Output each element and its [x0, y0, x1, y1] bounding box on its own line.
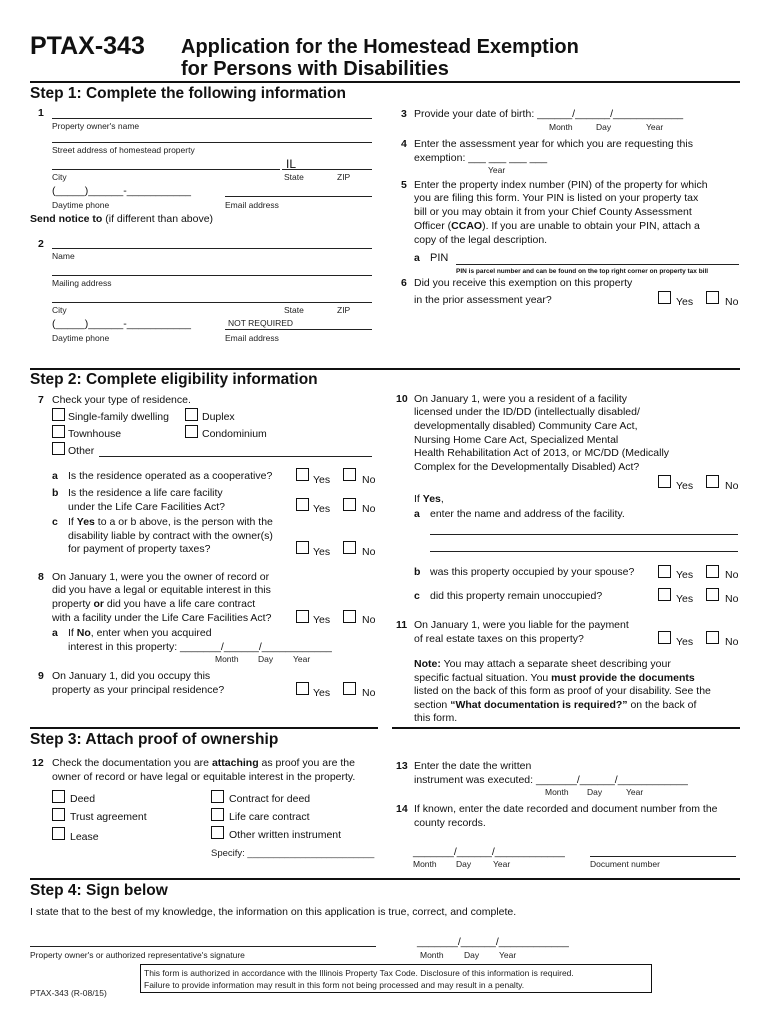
section1-number: 1	[38, 107, 44, 119]
q10-text-line5: Health Rehabilitation Act of 2013, or MC/DD (Medically	[414, 447, 670, 459]
step4-rule	[30, 878, 740, 880]
q10-if-yes-a: If	[414, 493, 423, 505]
q5-text-line1: Enter the property index number (PIN) of the property for which	[414, 179, 708, 191]
q10b-no-label: No	[725, 569, 739, 581]
q5-text-line4a: Officer (	[414, 220, 452, 232]
state-value: IL	[286, 157, 297, 171]
q9-yes-label: Yes	[313, 687, 331, 699]
q8a-text-line1c: , enter when you acquired	[90, 627, 212, 639]
townhouse-checkbox[interactable]	[52, 425, 65, 438]
facility-address-field[interactable]	[430, 551, 738, 552]
q12-text-line1	[52, 757, 355, 770]
q7a-text: Is the residence operated as a cooperative?	[68, 470, 273, 482]
owner-name-field[interactable]	[52, 118, 372, 119]
trust-agreement-checkbox[interactable]	[52, 808, 65, 821]
q11-yes-label: Yes	[676, 636, 694, 648]
q6-text-line2: in the prior assessment year?	[414, 294, 552, 306]
pin-label: PIN	[430, 252, 449, 264]
q6-text-line1: Did you receive this exemption on this property	[414, 277, 633, 289]
q7-text: Check your type of residence.	[52, 394, 191, 406]
acquired-date-field[interactable]: interest in this property: _______/______/____________	[68, 641, 332, 653]
q10b-yes-label: Yes	[676, 569, 694, 581]
note-line1-text: You may attach a separate sheet describing your	[440, 658, 671, 670]
notice-phone-field[interactable]: (_____)______-___________	[52, 318, 191, 330]
q4-number: 4	[401, 138, 407, 150]
q7c-letter: c	[52, 516, 58, 528]
q10b-yes-checkbox[interactable]	[658, 565, 671, 578]
single-family-checkbox[interactable]	[52, 408, 65, 421]
section2-number: 2	[38, 238, 44, 250]
note-line1	[414, 658, 671, 671]
q10-no-label: No	[725, 480, 739, 492]
q8-text-line3a: property	[52, 598, 94, 610]
q8-yes-checkbox[interactable]	[296, 610, 309, 623]
q6-number: 6	[401, 277, 407, 289]
step4-heading: Step 4: Sign below	[30, 882, 168, 899]
q8-or-bold: or	[93, 598, 104, 610]
email-field[interactable]	[225, 196, 372, 197]
dob-field[interactable]: Provide your date of birth: ______/______/____________	[414, 108, 684, 120]
notice-state-label: State	[284, 305, 304, 315]
q7b-text-line1: Is the residence a life care facility	[68, 487, 223, 499]
other-residence-field[interactable]	[99, 456, 372, 457]
disclosure-notice-box	[140, 964, 652, 993]
q7b-letter: b	[52, 487, 59, 499]
q9-no-checkbox[interactable]	[343, 682, 356, 695]
q8a-no-bold: No	[76, 627, 91, 639]
dob-month-label: Month	[549, 122, 573, 132]
q7c-text-line1	[68, 516, 273, 529]
q10-yes-checkbox[interactable]	[658, 475, 671, 488]
other-instrument-label: Other written instrument	[229, 829, 342, 841]
assessment-year-field[interactable]: exemption: ___ ___ ___ ___	[414, 152, 548, 164]
q12-text-line1a: Check the documentation you are	[52, 757, 212, 769]
q8-number: 8	[38, 571, 44, 583]
pin-field[interactable]	[456, 264, 739, 265]
signature-year-label: Year	[499, 950, 517, 960]
mailing-address-label: Mailing address	[52, 278, 112, 288]
q5-text-line3: bill or you may obtain it from your Chief County Assessment	[414, 206, 692, 218]
disclosure-line1: This form is authorized in accordance with the Illinois Property Tax Code. Disclosure of this information is required.	[144, 968, 574, 978]
q7a-yes-checkbox[interactable]	[296, 468, 309, 481]
q5-number: 5	[401, 179, 407, 191]
q10a-letter: a	[414, 508, 420, 520]
q6-yes-checkbox[interactable]	[658, 291, 671, 304]
note-line2b: must provide the documents	[551, 672, 695, 684]
q10-text-line4: Nursing Home Care Act, Specialized Mental	[414, 434, 619, 446]
document-number-field[interactable]	[590, 856, 736, 857]
contract-for-deed-checkbox[interactable]	[211, 790, 224, 803]
q7c-yes-label: Yes	[313, 546, 331, 558]
q8a-letter: a	[52, 627, 58, 639]
ccao-abbrev: CCAO	[451, 220, 483, 232]
q7a-no-checkbox[interactable]	[343, 468, 356, 481]
q10a-text: enter the name and address of the facility.	[430, 508, 625, 520]
q7c-no-checkbox[interactable]	[343, 541, 356, 554]
duplex-checkbox[interactable]	[185, 408, 198, 421]
q5-text-line4	[414, 220, 700, 233]
q9-number: 9	[38, 670, 44, 682]
q7b-text-line2: under the Life Care Facilities Act?	[68, 501, 225, 513]
step2-heading: Step 2: Complete eligibility information	[30, 371, 318, 388]
note-line3: listed on the back of this form as proof of your disability. See the	[414, 685, 711, 697]
recorded-year-label: Year	[493, 859, 511, 869]
note-line4b: “What documentation is required?”	[450, 699, 628, 711]
send-notice-rest: (if different than above)	[102, 213, 214, 225]
q7a-letter: a	[52, 470, 58, 482]
q10-if-yes-c: ,	[440, 493, 444, 505]
page-title: Application for the Homestead Exemption	[181, 36, 579, 58]
q10c-text: did this property remain unoccupied?	[430, 590, 603, 602]
step2-rule	[30, 368, 740, 370]
other-residence-checkbox[interactable]	[52, 442, 65, 455]
form-revision: PTAX-343 (R-08/15)	[30, 988, 107, 998]
life-care-contract-label: Life care contract	[229, 811, 310, 823]
assessment-year-label: Year	[488, 165, 506, 175]
step3-rule	[30, 727, 378, 729]
owner-name-label: Property owner's name	[52, 121, 140, 131]
q10-number: 10	[396, 393, 408, 405]
duplex-label: Duplex	[202, 411, 235, 423]
note-line4	[414, 699, 696, 712]
q8-text-line4: with a facility under the Life Care Facilities Act?	[52, 612, 272, 624]
dob-year-label: Year	[646, 122, 664, 132]
q5-text-line5: copy of the legal description.	[414, 234, 548, 246]
document-number-label: Document number	[590, 859, 660, 869]
facility-name-field[interactable]	[430, 534, 738, 535]
notice-name-field[interactable]	[52, 248, 372, 249]
acquired-day-label: Day	[258, 654, 274, 664]
notice-phone-label: Daytime phone	[52, 333, 110, 343]
q8a-text-line1	[68, 627, 212, 640]
q5-text-line2: you are filing this form. Your PIN is listed on your property tax	[414, 192, 699, 204]
q7b-yes-label: Yes	[313, 503, 331, 515]
note-line2	[414, 672, 695, 685]
state-field-line	[282, 169, 302, 170]
city-label: City	[52, 172, 67, 182]
q12-text-line1c: as proof you are the	[258, 757, 355, 769]
q3-number: 3	[401, 108, 407, 120]
q12-text-line2: owner of record or have legal or equitable interest in the property.	[52, 771, 356, 783]
signature-month-label: Month	[420, 950, 444, 960]
q11-yes-checkbox[interactable]	[658, 631, 671, 644]
street-field[interactable]	[52, 142, 372, 143]
daytime-phone-label: Daytime phone	[52, 200, 110, 210]
q10c-yes-label: Yes	[676, 593, 694, 605]
deed-checkbox[interactable]	[52, 790, 65, 803]
q8-text-line2: did you have a legal or equitable interest in this	[52, 584, 271, 596]
pin-note: PIN is parcel number and can be found on the top right corner on property tax bill	[456, 268, 709, 275]
q8-text-line3c: did you have a life care contract	[103, 598, 256, 610]
q10-text-line6: Complex for the Developmentally Disabled) Act?	[414, 461, 640, 473]
deed-label: Deed	[70, 793, 96, 805]
signature-day-label: Day	[464, 950, 480, 960]
q13-number: 13	[396, 760, 408, 772]
q4-text-line1: Enter the assessment year for which you are requesting this	[414, 138, 693, 150]
q7a-yes-label: Yes	[313, 474, 331, 486]
note-line4a: section	[414, 699, 451, 711]
certification-statement: I state that to the best of my knowledge, the information on this application is true, correct, and complete.	[30, 906, 517, 918]
q8-text-line1: On January 1, were you the owner of record or	[52, 571, 270, 583]
q7-number: 7	[38, 394, 44, 406]
send-notice-bold: Send notice to	[30, 213, 103, 225]
dob-day-label: Day	[596, 122, 612, 132]
q9-text-line1: On January 1, did you occupy this	[52, 670, 211, 682]
recorded-date-field[interactable]: _______/______/____________	[413, 846, 565, 858]
q10-yes-label: Yes	[676, 480, 694, 492]
contract-for-deed-label: Contract for deed	[229, 793, 311, 805]
notice-zip-label: ZIP	[337, 305, 351, 315]
q5a-letter: a	[414, 252, 420, 264]
q7a-no-label: No	[362, 474, 376, 486]
send-notice-heading	[30, 213, 213, 226]
q6-no-checkbox[interactable]	[706, 291, 719, 304]
notice-city-label: City	[52, 305, 67, 315]
q11-text-line1: On January 1, were you liable for the payment	[414, 619, 629, 631]
q14-text-line1: If known, enter the date recorded and document number from the	[414, 803, 718, 815]
form-id: PTAX-343	[30, 32, 145, 60]
single-family-label: Single-family dwelling	[68, 411, 169, 423]
lease-label: Lease	[70, 831, 99, 843]
q14-text-line2: county records.	[414, 817, 486, 829]
email-label: Email address	[225, 200, 279, 210]
disclosure-line2: Failure to provide information may result in this form not being processed and may result in a penalty.	[144, 980, 525, 990]
executed-day-label: Day	[587, 787, 603, 797]
notice-email-field[interactable]	[225, 329, 372, 330]
life-care-contract-checkbox[interactable]	[211, 808, 224, 821]
q6-yes-label: Yes	[676, 296, 694, 308]
q9-yes-checkbox[interactable]	[296, 682, 309, 695]
q10c-no-checkbox[interactable]	[706, 588, 719, 601]
notice-name-label: Name	[52, 251, 75, 261]
q10-if-yes	[414, 493, 444, 506]
recorded-month-label: Month	[413, 859, 437, 869]
q8a-text-line1a: If	[68, 627, 77, 639]
q11-no-checkbox[interactable]	[706, 631, 719, 644]
condominium-checkbox[interactable]	[185, 425, 198, 438]
notice-email-label: Email address	[225, 333, 279, 343]
q7c-text-line2: disability liable by contract with the owner(s)	[68, 530, 273, 542]
q7c-yes-checkbox[interactable]	[296, 541, 309, 554]
q6-no-label: No	[725, 296, 739, 308]
executed-month-label: Month	[545, 787, 569, 797]
signature-date-field[interactable]: _______/______/____________	[417, 936, 569, 948]
step1-heading: Step 1: Complete the following information	[30, 85, 347, 102]
acquired-month-label: Month	[215, 654, 239, 664]
zip-field[interactable]	[302, 169, 372, 170]
note-line2a: specific factual situation. You	[414, 672, 552, 684]
q7b-yes-checkbox[interactable]	[296, 498, 309, 511]
q8-no-checkbox[interactable]	[343, 610, 356, 623]
q8-yes-label: Yes	[313, 614, 331, 626]
lease-checkbox[interactable]	[52, 827, 65, 840]
townhouse-label: Townhouse	[68, 428, 122, 440]
signature-field[interactable]	[30, 946, 376, 947]
q11-no-label: No	[725, 636, 739, 648]
step3-heading: Step 3: Attach proof of ownership	[30, 731, 279, 748]
q10b-letter: b	[414, 566, 421, 578]
other-residence-label: Other	[68, 445, 95, 457]
q10-text-line1: On January 1, were you a resident of a facility	[414, 393, 628, 405]
q10c-no-label: No	[725, 593, 739, 605]
executed-year-label: Year	[626, 787, 644, 797]
q11-text-line2: of real estate taxes on this property?	[414, 633, 584, 645]
q12-attaching-bold: attaching	[211, 757, 259, 769]
specify-field[interactable]: Specify: ________________________	[211, 848, 375, 859]
note-line5: this form.	[414, 712, 458, 724]
signature-label: Property owner's or authorized representative's signature	[30, 950, 245, 960]
q8-text-line3	[52, 598, 255, 611]
other-instrument-checkbox[interactable]	[211, 826, 224, 839]
q7c-no-label: No	[362, 546, 376, 558]
q13-text-line1: Enter the date the written	[414, 760, 532, 772]
q10b-text: was this property occupied by your spouse?	[430, 566, 635, 578]
acquired-year-label: Year	[293, 654, 311, 664]
note-bold: Note:	[414, 658, 441, 670]
note-line4c: on the back of	[627, 699, 697, 711]
q7c-text-line1c: to a or b above, is the person with the	[94, 516, 273, 528]
zip-label: ZIP	[337, 172, 351, 182]
q5-text-line4c: ). If you are unable to obtain your PIN, attach a	[482, 220, 700, 232]
city-field[interactable]	[52, 169, 280, 170]
q7c-text-line3: for payment of property taxes?	[68, 543, 211, 555]
state-label: State	[284, 172, 304, 182]
notice-city-field[interactable]	[52, 302, 372, 303]
mailing-address-field[interactable]	[52, 275, 372, 276]
q9-text-line2: property as your principal residence?	[52, 684, 225, 696]
q14-number: 14	[396, 803, 408, 815]
q7c-text-line1a: If	[68, 516, 77, 528]
q10b-no-checkbox[interactable]	[706, 565, 719, 578]
condominium-label: Condominium	[202, 428, 267, 440]
daytime-phone-field[interactable]: (_____)______-___________	[52, 185, 191, 197]
header-rule	[30, 81, 740, 83]
q10c-letter: c	[414, 590, 420, 602]
q7b-no-checkbox[interactable]	[343, 498, 356, 511]
step3-rule-right	[392, 727, 740, 729]
recorded-day-label: Day	[456, 859, 472, 869]
q9-no-label: No	[362, 687, 376, 699]
q12-number: 12	[32, 757, 44, 769]
q10-no-checkbox[interactable]	[706, 475, 719, 488]
q10-text-line2: licensed under the ID/DD (intellectually disabled/	[414, 406, 640, 418]
q7c-yes-bold: Yes	[76, 516, 95, 528]
q11-number: 11	[396, 619, 408, 631]
street-label: Street address of homestead property	[52, 145, 195, 155]
trust-agreement-label: Trust agreement	[70, 811, 147, 823]
q10c-yes-checkbox[interactable]	[658, 588, 671, 601]
q10-if-yes-bold: Yes	[422, 493, 441, 505]
q8-no-label: No	[362, 614, 376, 626]
page-subtitle: for Persons with Disabilities	[181, 58, 449, 80]
not-required-text: NOT REQUIRED	[228, 318, 294, 328]
q10-text-line3: developmentally disabled) Community Care Act,	[414, 420, 638, 432]
q7b-no-label: No	[362, 503, 376, 515]
executed-date-field[interactable]: instrument was executed: _______/______/____________	[414, 774, 688, 786]
